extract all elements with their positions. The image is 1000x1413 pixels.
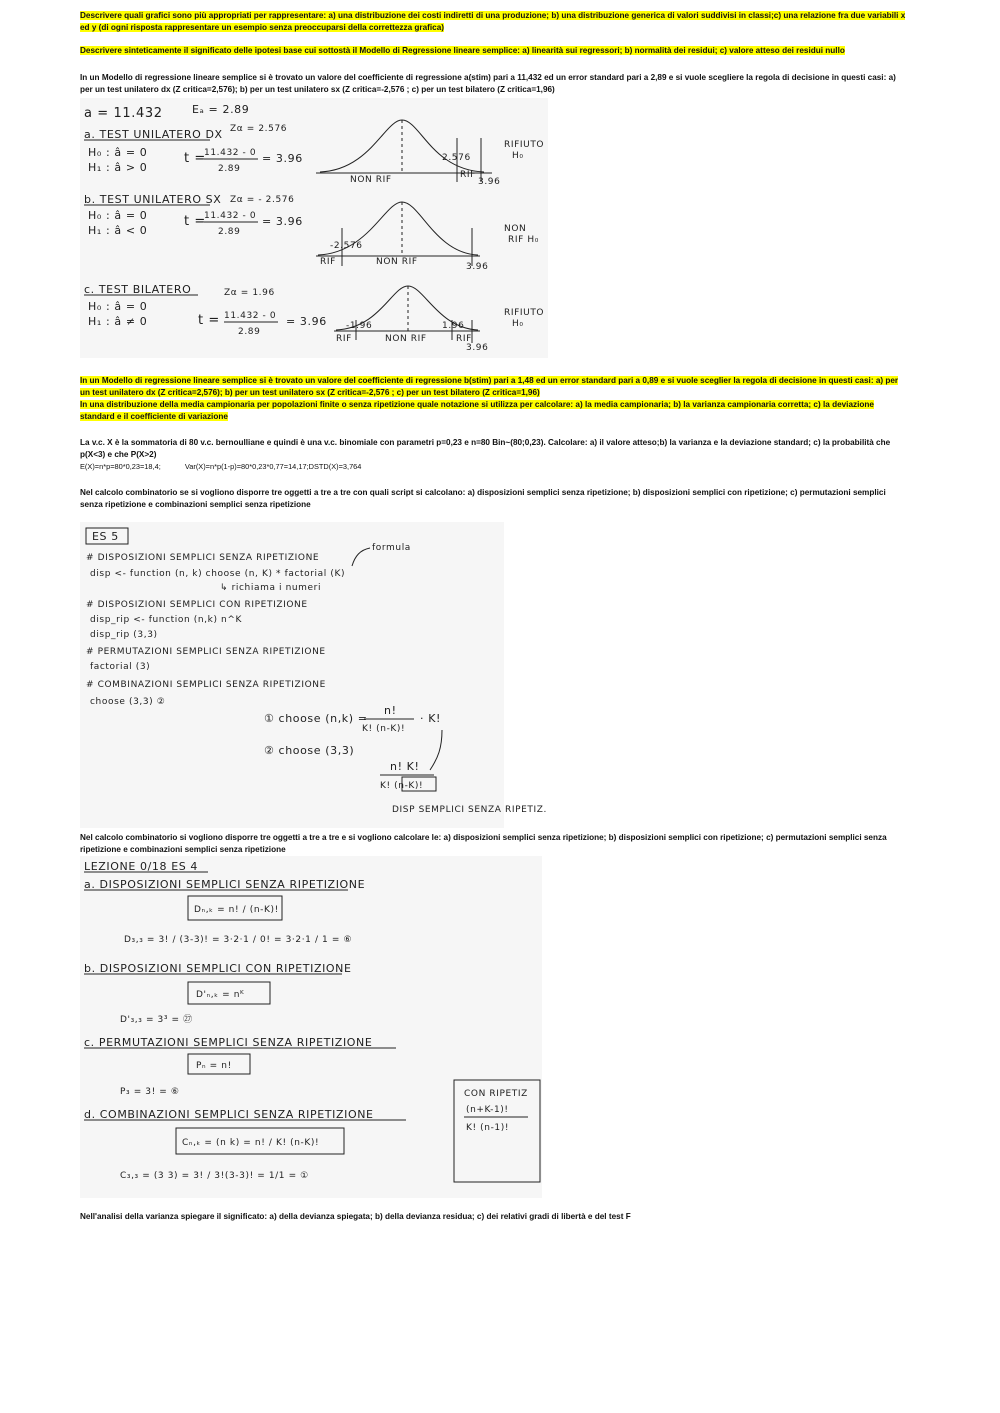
question-5-text: In una distribuzione della media campionaria per popolazioni finite o senza ripetizione quale notazione si utilizza per calcolare: a) la media campionaria; b) la varianza campionaria corretta; c) la deviazione standard e il coefficiente di variazione (80, 400, 874, 421)
question-2-text: Descrivere sinteticamente il significato delle ipotesi base cui sottostà il Modello di Regressione lineare semplice: a) linearità sui regressori; b) normalità dei residui; c) valore atteso dei residui nullo (80, 46, 845, 55)
scan-hypothesis-tests (80, 98, 548, 358)
scan1-c-reject-left: RIF (336, 334, 352, 344)
scan1-c-tden: 2.89 (238, 327, 261, 337)
binomial-calculation (80, 462, 361, 472)
scan1-b-tnum: 11.432 - 0 (204, 211, 257, 221)
question-1 (80, 10, 908, 34)
scan2-l3: # DISPOSIZIONI SEMPLICI CON RIPETIZIONE (86, 600, 308, 610)
scan3-a-formula: Dₙ,ₖ = n! / (n-K)! (194, 905, 279, 915)
scan2-l1: # DISPOSIZIONI SEMPLICI SENZA RIPETIZIONE (86, 553, 320, 563)
scan1-a-h1: H₁ : â > 0 (88, 161, 148, 174)
scan2-l2b: ↳ richiama i numeri (220, 583, 322, 593)
scan1-a-tmark: 3.96 (478, 177, 501, 187)
question-8 (80, 832, 908, 856)
scan1-b-h1: H₁ : â < 0 (88, 224, 148, 237)
scan2-f1c: K! (n-K)! (362, 724, 406, 734)
scan2-l8: # COMBINAZIONI SEMPLICI SENZA RIPETIZIONE (86, 680, 326, 690)
scan1-a-title: a. TEST UNILATERO DX (84, 128, 223, 141)
expected-value: E(X)=n*p=80*0,23=18,4; (80, 462, 161, 471)
question-4 (80, 375, 908, 399)
scan3-side1: CON RIPETIZ (464, 1089, 528, 1099)
scan1-b-title: b. TEST UNILATERO SX (84, 193, 222, 206)
scan1-se-value: Eₐ = 2.89 (192, 103, 250, 116)
scan3-a-calc: D₃,₃ = 3! / (3-3)! = 3·2·1 / 0! = 3·2·1 / 1 = ⑥ (124, 935, 353, 945)
scan1-a-tden: 2.89 (218, 164, 241, 174)
svg-text:t =: t = (184, 151, 206, 166)
question-6-text: La v.c. X è la sommatoria di 80 v.c. bernoulliane e quindi è una v.c. binomiale con parametri p=0,23 e n=80 Bin~(80;0,23). Calcolare: a) il valore atteso;b) la varianza e la deviazione standard; c) la probabilità che p(X<3) e che P(X>2) (80, 438, 891, 459)
question-8-text: Nel calcolo combinatorio si vogliono disporre tre oggetti a tre a tre e si vogliono calcolare le: a) disposizioni semplici senza ripetizione; b) disposizioni semplici con ripetizione; c) permutazioni semplici senza ripetizione e combinazioni semplici senza ripetizione (80, 833, 887, 854)
scan2-l5: disp_rip (3,3) (90, 630, 158, 640)
scan3-side2: (n+K-1)! (466, 1105, 509, 1115)
scan-r-scripts (80, 522, 547, 828)
scan1-a-accept: NON RIF (350, 175, 392, 185)
scan1-a-z: Zα = 2.576 (230, 124, 288, 134)
scan3-d-title: d. COMBINAZIONI SEMPLICI SENZA RIPETIZIONE (84, 1108, 374, 1121)
scan1-b-accept: NON RIF (376, 257, 418, 267)
question-9-text: Nell'analisi della varianza spiegare il significato: a) della devianza spiegata; b) della devianza residua; c) dei relativi gradi di libertà e del test F (80, 1212, 631, 1221)
scan2-f4: DISP SEMPLICI SENZA RIPETIZ. (392, 805, 547, 815)
scan-combinatorics (80, 856, 542, 1198)
scan1-b-tmark: 3.96 (466, 262, 489, 272)
scan2-l6: # PERMUTAZIONI SEMPLICI SENZA RIPETIZIONE (86, 647, 326, 657)
scan3-c-title: c. PERMUTAZIONI SEMPLICI SENZA RIPETIZIONE (84, 1036, 373, 1049)
question-7-text: Nel calcolo combinatorio se si vogliono disporre tre oggetti a tre a tre con quali script si calcolano: a) disposizioni semplici senza ripetizione; b) disposizioni semplici con ripetizione; c) permutazioni semplici senza ripetizione e combinazioni semplici senza ripetizione (80, 488, 886, 509)
scan1-c-tmark: 3.96 (466, 343, 489, 353)
scan1-c-h0: H₀ : â = 0 (88, 300, 148, 313)
question-9 (80, 1211, 908, 1223)
scan1-a-r1: RIFIUTO (504, 140, 545, 150)
scan1-b-h0: H₀ : â = 0 (88, 209, 148, 222)
svg-text:t =: t = (198, 313, 220, 328)
scan1-b-r2: RIF H₀ (508, 235, 539, 245)
scan1-c-r1: RIFIUTO (504, 308, 545, 318)
scan3-b-title: b. DISPOSIZIONI SEMPLICI CON RIPETIZIONE (84, 962, 352, 975)
scan3-d-calc: C₃,₃ = (3 3) = 3! / 3!(3-3)! = 1/1 = ① (120, 1171, 309, 1181)
scan1-a-h0: H₀ : â = 0 (88, 146, 148, 159)
scan2-formula-note: formula (372, 543, 411, 553)
svg-text:t =: t = (184, 214, 206, 229)
question-4-text: In un Modello di regressione lineare semplice si è trovato un valore del coefficiente di regressione b(stim) pari a 1,48 ed un error standard pari a 0,89 e si vuole sceglier la regola di decisione in questi casi: a) per un test unilatero dx (Z critica=2,576); b) per un test unilatero sx (Z critica=-2,576 ; c) per un test bilatero (Z critica=1,96) (80, 376, 899, 397)
scan1-a-value: a = 11.432 (84, 106, 163, 121)
scan2-f2: ② choose (3,3) (264, 744, 355, 757)
question-7 (80, 487, 908, 511)
scan1-c-z: Zα = 1.96 (224, 288, 275, 298)
scan1-c-accept: NON RIF (385, 334, 427, 344)
scan2-l2: disp <- function (n, k) choose (n, K) * factorial (K) (90, 569, 346, 579)
scan1-c-tres: = 3.96 (286, 315, 327, 328)
scan1-b-crit: -2.576 (330, 241, 363, 251)
scan1-a-tres: = 3.96 (262, 152, 303, 165)
scan1-c-tnum: 11.432 - 0 (224, 311, 277, 321)
scan1-b-z: Zα = - 2.576 (230, 195, 295, 205)
scan3-c-calc: P₃ = 3! = ⑥ (120, 1087, 180, 1097)
question-3-text: In un Modello di regressione lineare semplice si è trovato un valore del coefficiente di regressione a(stim) pari a 11,432 ed un error standard pari a 2,89 e si vuole scegliere la regola di decisione in questi casi: a) per un test unilatero dx (Z critica=2,576); b) per un test unilatero sx (Z critica=-2,576 ; c) per un test bilatero (Z critica=1,96) (80, 73, 896, 94)
question-3 (80, 72, 908, 96)
variance-stddev: Var(X)=n*p(1-p)=80*0,23*0,77=14,17;DSTD(X)=3,764 (184, 462, 362, 471)
scan1-a-r2: H₀ (512, 151, 524, 161)
scan3-c-formula: Pₙ = n! (196, 1061, 232, 1071)
question-6 (80, 437, 908, 461)
scan2-f1d: · K! (420, 712, 442, 725)
scan2-l9: choose (3,3) ② (90, 697, 166, 707)
scan1-c-h1: H₁ : â ≠ 0 (88, 315, 148, 328)
scan3-side3: K! (n-1)! (466, 1123, 510, 1133)
scan1-a-reject: RIF (460, 170, 476, 180)
scan3-a-title: a. DISPOSIZIONI SEMPLICI SENZA RIPETIZIONE (84, 878, 366, 891)
scan1-c-crit2: 1.96 (442, 321, 465, 331)
scan1-b-reject: RIF (320, 257, 336, 267)
scan2-l4: disp_rip <- function (n,k) n^K (90, 615, 242, 625)
scan1-b-r1: NON (504, 224, 527, 234)
scan3-d-formula: Cₙ,ₖ = (n k) = n! / K! (n-K)! (182, 1138, 320, 1148)
scan2-f3b: K! (n-K)! (380, 781, 424, 791)
scan1-c-reject-right: RIF (456, 334, 472, 344)
scan1-b-tden: 2.89 (218, 227, 241, 237)
scan3-head: LEZIONE 0/18 ES 4 (84, 860, 199, 873)
question-5 (80, 399, 908, 423)
scan1-c-title: c. TEST BILATERO (84, 283, 192, 296)
scan1-c-r2: H₀ (512, 319, 524, 329)
scan3-b-formula: D'ₙ,ₖ = nᴷ (196, 990, 245, 1000)
scan2-box: ES 5 (92, 530, 119, 543)
scan1-a-crit: 2.576 (442, 153, 471, 163)
scan2-f3a: n! K! (390, 760, 420, 773)
scan1-a-tnum: 11.432 - 0 (204, 148, 257, 158)
question-2 (80, 45, 908, 57)
scan1-b-tres: = 3.96 (262, 215, 303, 228)
scan2-f1b: n! (384, 704, 397, 717)
question-1-text: Descrivere quali grafici sono più appropriati per rappresentare: a) una distribuzione dei costi indiretti di una produzione; b) una distribuzione generica di valori suddivisi in classi;c) una relazione fra due variabili x ed y (di ogni risposta rappresentare un esempio senza preoccuparsi della correttezza grafica) (80, 11, 906, 32)
scan2-l7: factorial (3) (90, 662, 151, 672)
scan1-c-crit1: -1.96 (346, 321, 373, 331)
scan2-f1a: ① choose (n,k) = (264, 712, 368, 725)
scan3-b-calc: D'₃,₃ = 3³ = ㉗ (120, 1015, 193, 1025)
